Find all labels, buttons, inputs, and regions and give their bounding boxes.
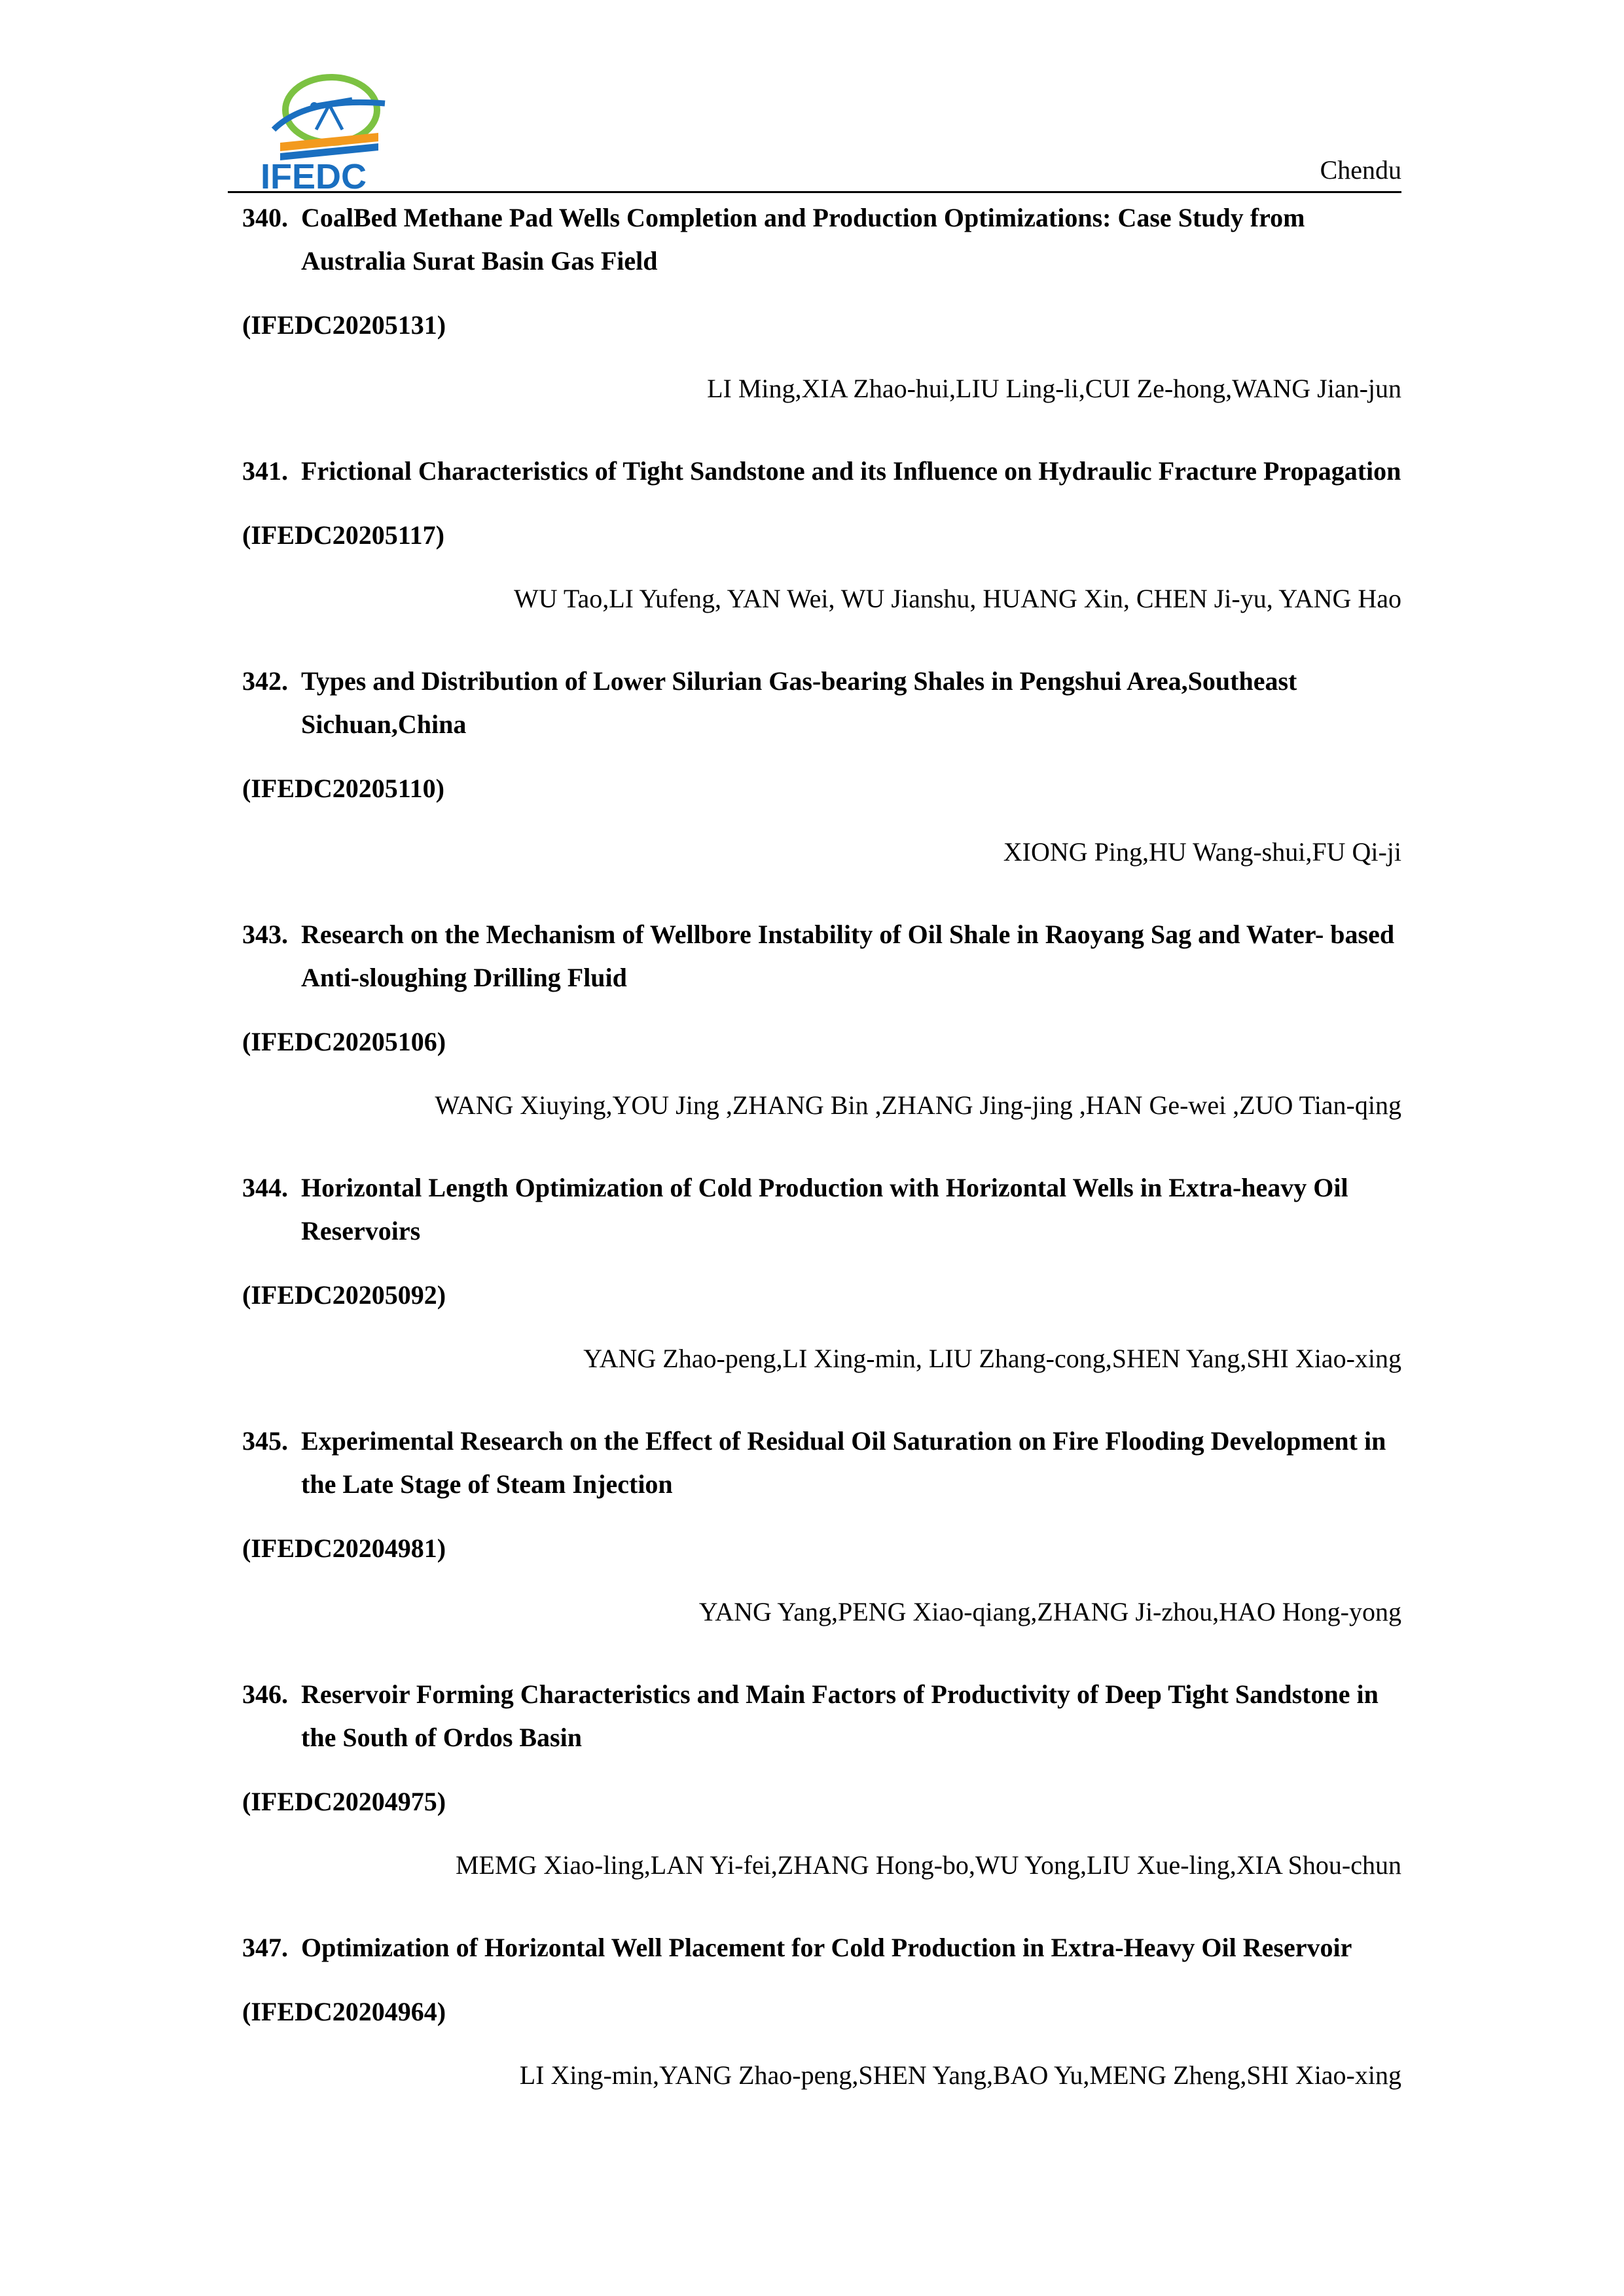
paper-entry bbox=[242, 1166, 1401, 1375]
paper-entry bbox=[242, 196, 1401, 405]
paper-id: (IFEDC20205092) bbox=[242, 1280, 446, 1310]
paper-title: Reservoir Forming Characteristics and Main Factors of Productivity of Deep Tight Sandstone in the South of Ordos Basin bbox=[301, 1679, 1379, 1752]
paper-number: 344. bbox=[242, 1173, 288, 1202]
paper-authors: YANG Yang,PENG Xiao-qiang,ZHANG Ji-zhou,HAO Hong-yong bbox=[698, 1597, 1401, 1626]
paper-entry bbox=[242, 913, 1401, 1122]
paper-entry bbox=[242, 660, 1401, 869]
paper-id: (IFEDC20205117) bbox=[242, 520, 444, 550]
header-location: Chendu bbox=[1320, 155, 1401, 185]
paper-entry bbox=[242, 450, 1401, 615]
paper-entry bbox=[242, 1926, 1401, 2092]
paper-title: Research on the Mechanism of Wellbore Instability of Oil Shale in Raoyang Sag and Water- based Anti-sloughing Drilling Fluid bbox=[301, 920, 1395, 992]
paper-id: (IFEDC20205106) bbox=[242, 1027, 446, 1056]
paper-title: Experimental Research on the Effect of Residual Oil Saturation on Fire Flooding Development in the Late Stage of Steam Injection bbox=[301, 1426, 1386, 1499]
logo-text: IFEDC bbox=[261, 157, 367, 195]
paper-authors: XIONG Ping,HU Wang-shui,FU Qi-ji bbox=[1003, 837, 1401, 867]
paper-authors: WU Tao,LI Yufeng, YAN Wei, WU Jianshu, HUANG Xin, CHEN Ji-yu, YANG Hao bbox=[513, 584, 1401, 613]
paper-entry bbox=[242, 1420, 1401, 1628]
paper-title-block bbox=[242, 196, 1401, 283]
paper-number: 341. bbox=[242, 456, 288, 486]
header-divider bbox=[228, 191, 1401, 193]
paper-number: 340. bbox=[242, 203, 288, 232]
ifedc-logo bbox=[254, 58, 405, 195]
paper-title: Optimization of Horizontal Well Placement for Cold Production in Extra-Heavy Oil Reservoir bbox=[301, 1933, 1352, 1962]
paper-title-block bbox=[242, 660, 1401, 746]
paper-id: (IFEDC20204964) bbox=[242, 1997, 446, 2026]
paper-title: CoalBed Methane Pad Wells Completion and Production Optimizations: Case Study from Australia Surat Basin Gas Field bbox=[301, 203, 1305, 276]
ifedc-logo-graphic bbox=[254, 58, 405, 195]
paper-title-block bbox=[242, 1926, 1401, 1969]
paper-title-block bbox=[242, 1673, 1401, 1759]
paper-title-block bbox=[242, 1166, 1401, 1253]
paper-title: Horizontal Length Optimization of Cold Production with Horizontal Wells in Extra-heavy Oil Reservoirs bbox=[301, 1173, 1348, 1246]
paper-number: 345. bbox=[242, 1426, 288, 1456]
paper-title-block bbox=[242, 450, 1401, 493]
paper-number: 347. bbox=[242, 1933, 288, 1962]
paper-id: (IFEDC20205131) bbox=[242, 310, 446, 340]
paper-authors: LI Ming,XIA Zhao-hui,LIU Ling-li,CUI Ze-hong,WANG Jian-jun bbox=[707, 374, 1401, 403]
paper-authors: MEMG Xiao-ling,LAN Yi-fei,ZHANG Hong-bo,WU Yong,LIU Xue-ling,XIA Shou-chun bbox=[455, 1850, 1401, 1880]
paper-entry bbox=[242, 1673, 1401, 1882]
paper-id: (IFEDC20204981) bbox=[242, 1534, 446, 1563]
paper-title: Frictional Characteristics of Tight Sandstone and its Influence on Hydraulic Fracture Propagation bbox=[301, 456, 1401, 486]
paper-id: (IFEDC20205110) bbox=[242, 774, 444, 803]
paper-title-block bbox=[242, 1420, 1401, 1506]
paper-list bbox=[242, 196, 1401, 2136]
paper-authors: LI Xing-min,YANG Zhao-peng,SHEN Yang,BAO Yu,MENG Zheng,SHI Xiao-xing bbox=[519, 2060, 1401, 2090]
paper-number: 342. bbox=[242, 666, 288, 696]
paper-title-block bbox=[242, 913, 1401, 999]
paper-number: 346. bbox=[242, 1679, 288, 1709]
paper-title: Types and Distribution of Lower Silurian Gas-bearing Shales in Pengshui Area,Southeast Sichuan,China bbox=[301, 666, 1297, 739]
paper-id: (IFEDC20204975) bbox=[242, 1787, 446, 1816]
paper-authors: YANG Zhao-peng,LI Xing-min, LIU Zhang-cong,SHEN Yang,SHI Xiao-xing bbox=[583, 1344, 1401, 1373]
paper-authors: WANG Xiuying,YOU Jing ,ZHANG Bin ,ZHANG Jing-jing ,HAN Ge-wei ,ZUO Tian-qing bbox=[435, 1090, 1401, 1120]
paper-number: 343. bbox=[242, 920, 288, 949]
